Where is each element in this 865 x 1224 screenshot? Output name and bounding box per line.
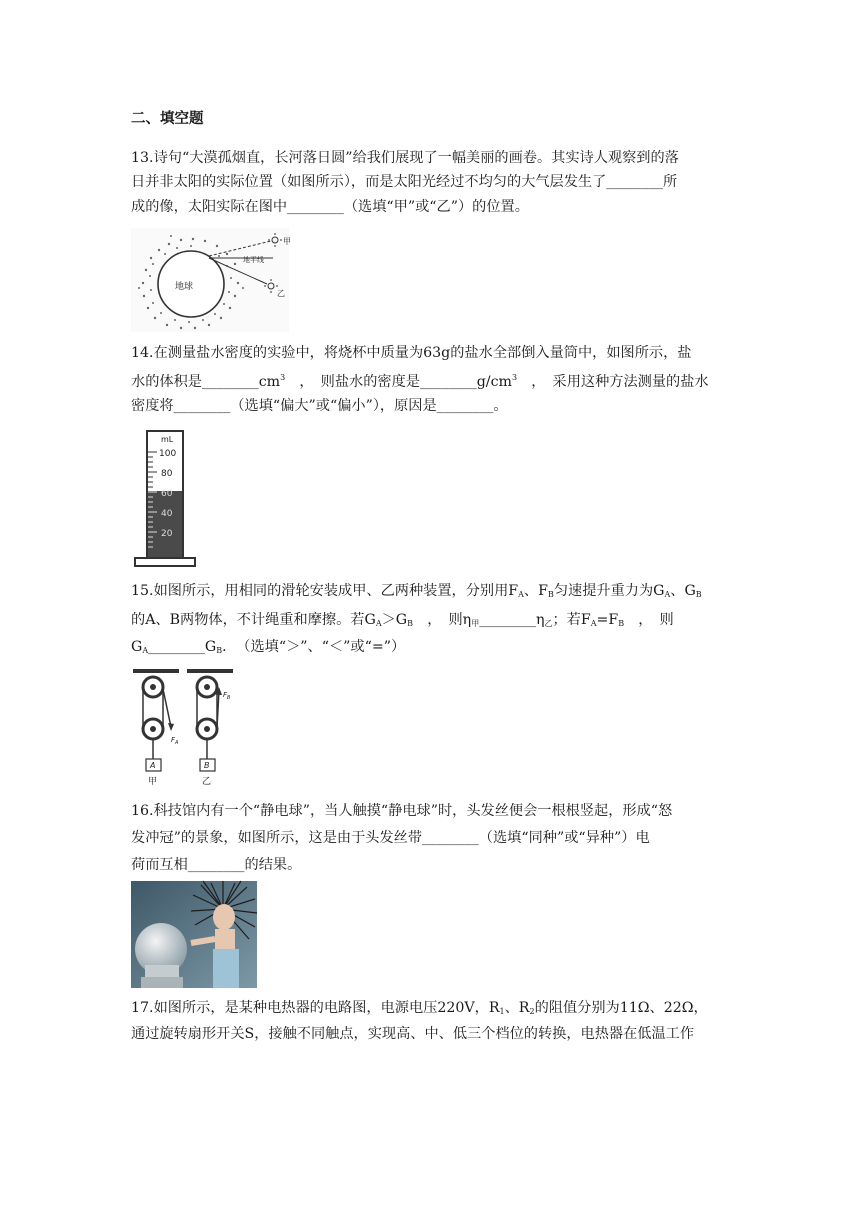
q17-sub-1: 1 xyxy=(499,1007,505,1016)
q17-1b: 、R xyxy=(504,1000,530,1016)
block-a-label: A xyxy=(150,761,156,770)
q14-line-1: 14.在测量盐水密度的实验中，将烧杯中质量为63g的盐水全部倒入量筒中，如图所示，盐 xyxy=(131,345,692,361)
q15-2e: ， 则 xyxy=(624,612,674,628)
force-a-label: $F_A$ xyxy=(171,736,179,746)
tick-40: 40 xyxy=(161,509,173,519)
q14-line-2 xyxy=(131,368,709,392)
q14-figure-cylinder xyxy=(131,427,201,570)
q15-sub-b2: B xyxy=(695,590,702,599)
q14-sup-2: 3 xyxy=(511,373,518,382)
q15-sub-a3: A xyxy=(375,619,382,628)
q15-2c: ________η xyxy=(479,612,545,628)
q15-sub-b4: B xyxy=(618,619,625,628)
q17-line-2: 通过旋转扇形开关S，接触不同触点，实现高、中、低三个档位的转换，电热器在低温工作 xyxy=(131,1026,695,1042)
q14-line-2c: ， 采用这种方法测量的盐水 xyxy=(517,374,709,390)
q15-3a: G xyxy=(131,639,143,655)
setup-yi-label: 乙 xyxy=(202,777,212,787)
q16-line-3: 荷而互相________的结果。 xyxy=(131,857,302,873)
earth-label: 地球 xyxy=(175,282,194,292)
unit-label: mL xyxy=(161,435,174,444)
section-title: 二、填空题 xyxy=(131,111,204,127)
tick-60: 60 xyxy=(161,489,173,499)
q15-sub-a2: A xyxy=(664,590,671,599)
q15-sub-b5: B xyxy=(216,646,223,655)
q15-eq: =F xyxy=(596,612,619,628)
q17-1c: 的阻值分别为11Ω、22Ω， xyxy=(534,1000,708,1016)
q17-sub-2: 2 xyxy=(529,1007,535,1016)
q15-1b: 、F xyxy=(523,583,548,599)
q15-2d: ；若F xyxy=(552,612,591,628)
q14-line-3: 密度将________（选填“偏大”或“偏小”），原因是________。 xyxy=(131,398,508,414)
q15-sub-b1: B xyxy=(547,590,554,599)
sun-b-label: 乙 xyxy=(277,289,285,298)
q15-sub-b3: B xyxy=(407,619,414,628)
q14-sup-1: 3 xyxy=(280,373,286,382)
horizon-label: 地平线 xyxy=(243,256,264,264)
q16-figure-electrostatic-ball xyxy=(131,881,257,988)
q15-2b: ， 则η xyxy=(413,612,472,628)
tick-100: 100 xyxy=(159,449,177,459)
tick-20: 20 xyxy=(161,529,173,539)
q15-figure-pulleys xyxy=(131,667,237,791)
q15-2a: 的A、B两物体，不计绳重和摩擦。若G xyxy=(131,612,376,628)
q13-line-3: 成的像，太阳实际在图中________（选填“甲”或“乙”）的位置。 xyxy=(131,199,529,215)
q15-3b: ________G xyxy=(148,639,217,655)
q13-line-2: 日并非太阳的实际位置（如图所示），而是太阳光经过不均匀的大气层发生了________所 xyxy=(131,174,678,190)
q15-1a: 15.如图所示，用相同的滑轮安装成甲、乙两种装置，分别用F xyxy=(131,583,519,599)
q15-sub-jia: 甲 xyxy=(471,619,480,628)
q15-1d: 、G xyxy=(670,583,696,599)
q15-sub-yi: 乙 xyxy=(544,619,553,628)
q15-line-3 xyxy=(131,637,405,661)
q15-1c: 匀速提升重力为G xyxy=(553,583,665,599)
q15-sub-a1: A xyxy=(518,590,524,599)
q13-line-1: 13.诗句“大漠孤烟直，长河落日圆”给我们展现了一幅美丽的画卷。其实诗人观察到的落 xyxy=(131,150,679,166)
q13-figure-sunset xyxy=(131,228,289,332)
sun-a-label: 甲 xyxy=(283,237,291,246)
q15-3c: ． （选填“＞”、“＜”或“=”） xyxy=(222,639,406,655)
q15-sub-a5: A xyxy=(142,646,149,655)
q15-line-1 xyxy=(131,581,702,605)
force-b-label: $F_B$ xyxy=(223,691,231,701)
q15-gt: ＞G xyxy=(381,612,408,628)
block-b-label: B xyxy=(204,761,210,770)
q14-line-2a: 水的体积是________cm xyxy=(131,374,281,390)
tick-80: 80 xyxy=(161,469,173,479)
q15-sub-a4: A xyxy=(590,619,597,628)
q16-line-2: 发冲冠”的景象，如图所示，这是由于头发丝带________（选填“同种”或“异种”）电 xyxy=(131,830,650,846)
q15-line-2 xyxy=(131,610,674,634)
setup-jia-label: 甲 xyxy=(148,777,158,787)
q17-1a: 17.如图所示，是某种电热器的电路图，电源电压220V，R xyxy=(131,1000,500,1016)
q17-line-1 xyxy=(131,998,708,1022)
q16-line-1: 16.科技馆内有一个“静电球”，当人触摸“静电球”时，头发丝便会一根根竖起，形成“怒 xyxy=(131,803,673,819)
q14-line-2b: ， 则盐水的密度是________g/cm xyxy=(285,374,512,390)
